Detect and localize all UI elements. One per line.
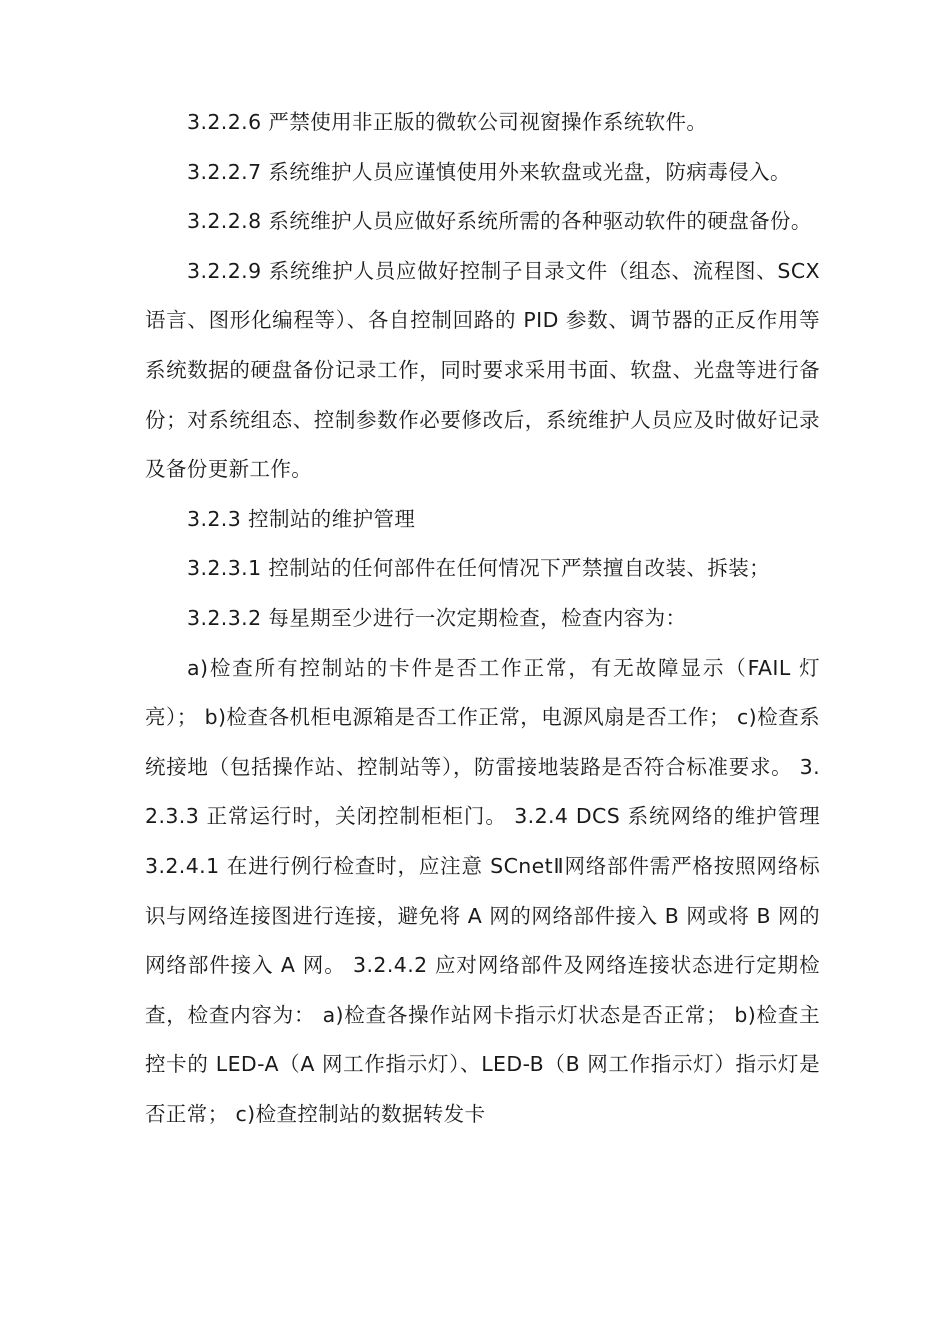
paragraph-3-2-2-8: 3.2.2.8 系统维护人员应做好系统所需的各种驱动软件的硬盘备份。 [187,209,812,234]
paragraph-3-2-2-7: 3.2.2.7 系统维护人员应谨慎使用外来软盘或光盘，防病毒侵入。 [187,159,791,184]
paragraph-inspection-items: a)检查所有控制站的卡件是否工作正常，有无故障显示（FAIL 灯亮）； b)检查各机柜电源箱是否工作正常，电源风扇是否工作； c)检查系统接地（包括操作站、控制站等），防雷接地装路是否符合标准要求。 3.2.3.3 正常运行时，关闭控制柜柜门。 3.2.4 DCS 系统网络的维护管理 3.2.4.1 在进行例行检查时，应注意 SCnetⅡ网络部件需严格按照网络标识与网络连接图进行连接，避免将 A 网的网络部件接入 B 网或将 B 网的网络部件接入 A 网。 3.2.4.2 应对网络部件及网络连接状态进行定期检查，检查内容为： a)检查各操作站网卡指示灯状态是否正常； b)检查主控卡的 LED-A（A 网工作指示灯）、LED-B（B 网工作指示灯）指示灯是否正常； c)检查控制站的数据转发卡 [145,655,820,1126]
paragraph-3-2-2-9: 3.2.2.9 系统维护人员应做好控制子目录文件（组态、流程图、SCX 语言、图形化编程等）、各自控制回路的 PID 参数、调节器的正反作用等系统数据的硬盘备份记录工作，同时要求采用书面、软盘、光盘等进行备份；对系统组态、控制参数作必要修改后，系统维护人员应及时做好记录及备份更新工作。 [145,258,820,482]
paragraph-3-2-2-6: 3.2.2.6 严禁使用非正版的微软公司视窗操作系统软件。 [187,110,708,134]
paragraph-3-2-3-1: 3.2.3.1 控制站的任何部件在任何情况下严禁擅自改装、拆装； [187,556,771,581]
section-heading-3-2-3: 3.2.3 控制站的维护管理 [187,506,416,531]
document-body [145,98,820,1139]
paragraph-3-2-3-2: 3.2.3.2 每星期至少进行一次定期检查，检查内容为： [187,605,687,630]
